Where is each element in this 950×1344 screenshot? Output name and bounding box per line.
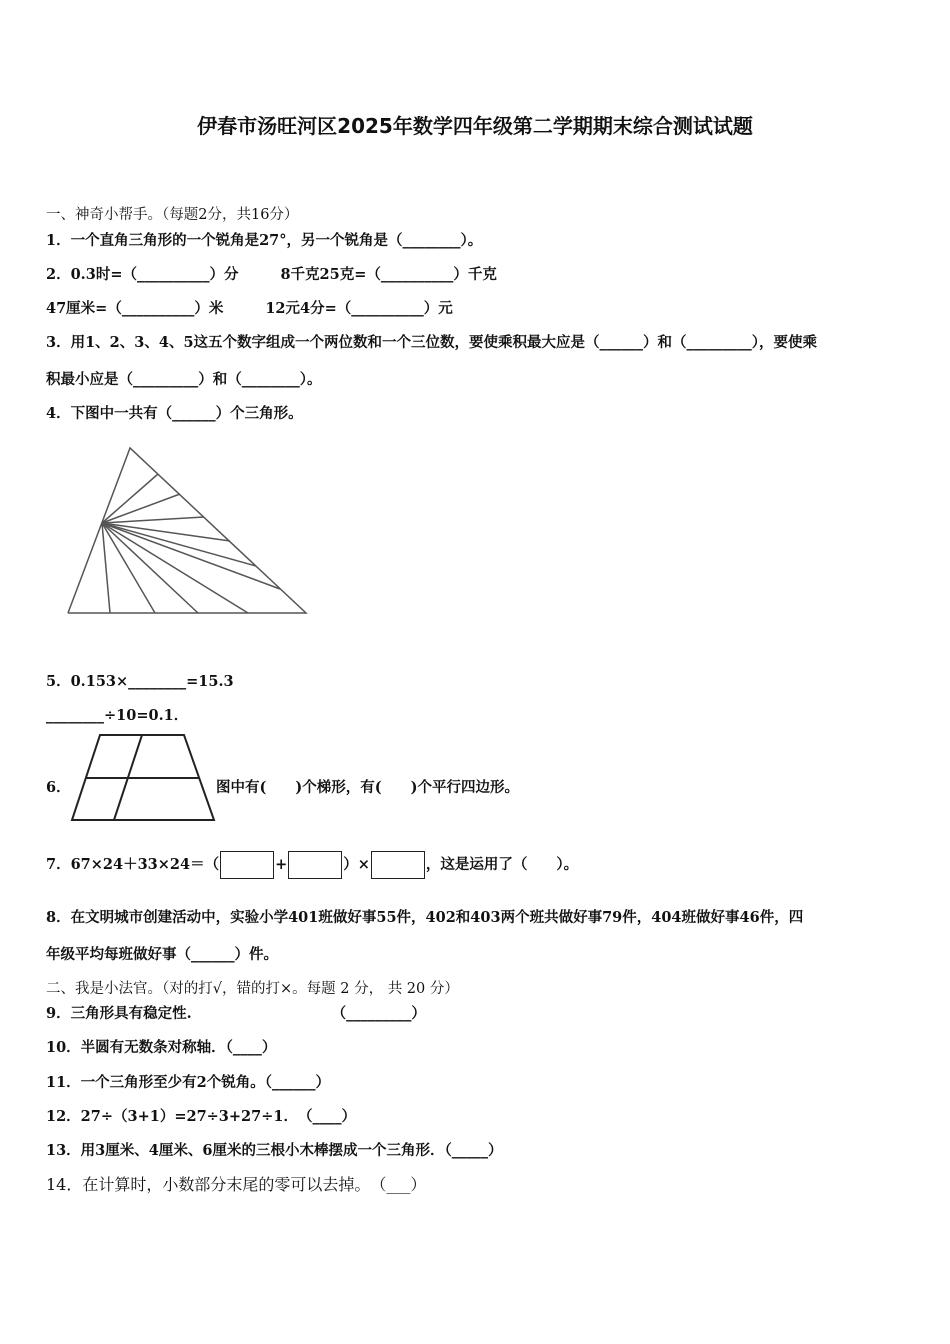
question-5-line-1: 5．0.153×________=15.3 [46,673,234,690]
question-7-times: ）× [343,856,370,873]
question-2-row-1 [46,263,497,284]
question-6-number: 6． [46,779,71,796]
question-7-prefix: 7．67×24＋33×24＝（ [46,856,220,873]
page-title: 伊春市汤旺河区2025年数学四年级第二学期期末综合测试试题 [197,114,753,138]
question-9 [46,1002,426,1023]
answer-box-3[interactable] [371,851,425,879]
question-7 [46,845,578,885]
question-2b: 8千克25克=（__________）千克 [280,266,497,283]
question-9-text: 9．三角形具有稳定性. [46,1005,192,1022]
question-2-row-2 [46,297,453,318]
answer-box-2[interactable] [288,851,342,879]
section-2-heading: 二、我是小法官。（对的打√，错的打×。每题 2 分， 共 20 分） [46,981,459,997]
question-2a: 2．0.3时=（__________）分 [46,266,239,283]
question-10: 10．半圆有无数条对称轴．（____） [46,1039,277,1056]
trapezoid-figure [68,732,218,824]
triangle-fan-figure [60,440,320,625]
question-5-line-2: ________÷10=0.1． [46,707,189,724]
question-3-line-1: 3．用1、2、3、4、5这五个数字组成一个两位数和一个三位数，要使乘积最大应是（______）和（_________），要使乘 [46,334,818,351]
question-9-blank: （_________） [331,1005,426,1022]
question-7-plus: + [275,856,288,873]
question-4: 4．下图中一共有（______）个三角形。 [46,405,303,422]
question-2d: 12元4分=（__________）元 [265,300,453,317]
question-14: 14．在计算时，小数部分末尾的零可以去掉。 （___） [46,1175,427,1194]
question-13: 13．用3厘米、4厘米、6厘米的三根小木棒摆成一个三角形．（_____） [46,1142,503,1159]
question-8-line-1: 8．在文明城市创建活动中，实验小学401班做好事55件，402和403两个班共做好事79件，404班做好事46件，四 [46,909,804,926]
question-2c: 47厘米=（__________）米 [46,300,224,317]
question-12: 12．27÷（3+1）=27÷3+27÷1． （____） [46,1108,356,1125]
question-11: 11．一个三角形至少有2个锐角。（______） [46,1074,331,1091]
question-6-text: 图中有( )个梯形，有( )个平行四边形。 [216,779,519,796]
answer-box-1[interactable] [220,851,274,879]
section-1-heading: 一、神奇小帮手。（每题2分，共16分） [46,207,299,223]
question-8-line-2: 年级平均每班做好事（______）件。 [46,946,278,963]
question-1: 1．一个直角三角形的一个锐角是27°，另一个锐角是（________）。 [46,232,483,249]
question-7-suffix: ，这是运用了（ ）。 [425,856,579,873]
question-3-line-2: 积最小应是（_________）和（________）。 [46,371,322,388]
